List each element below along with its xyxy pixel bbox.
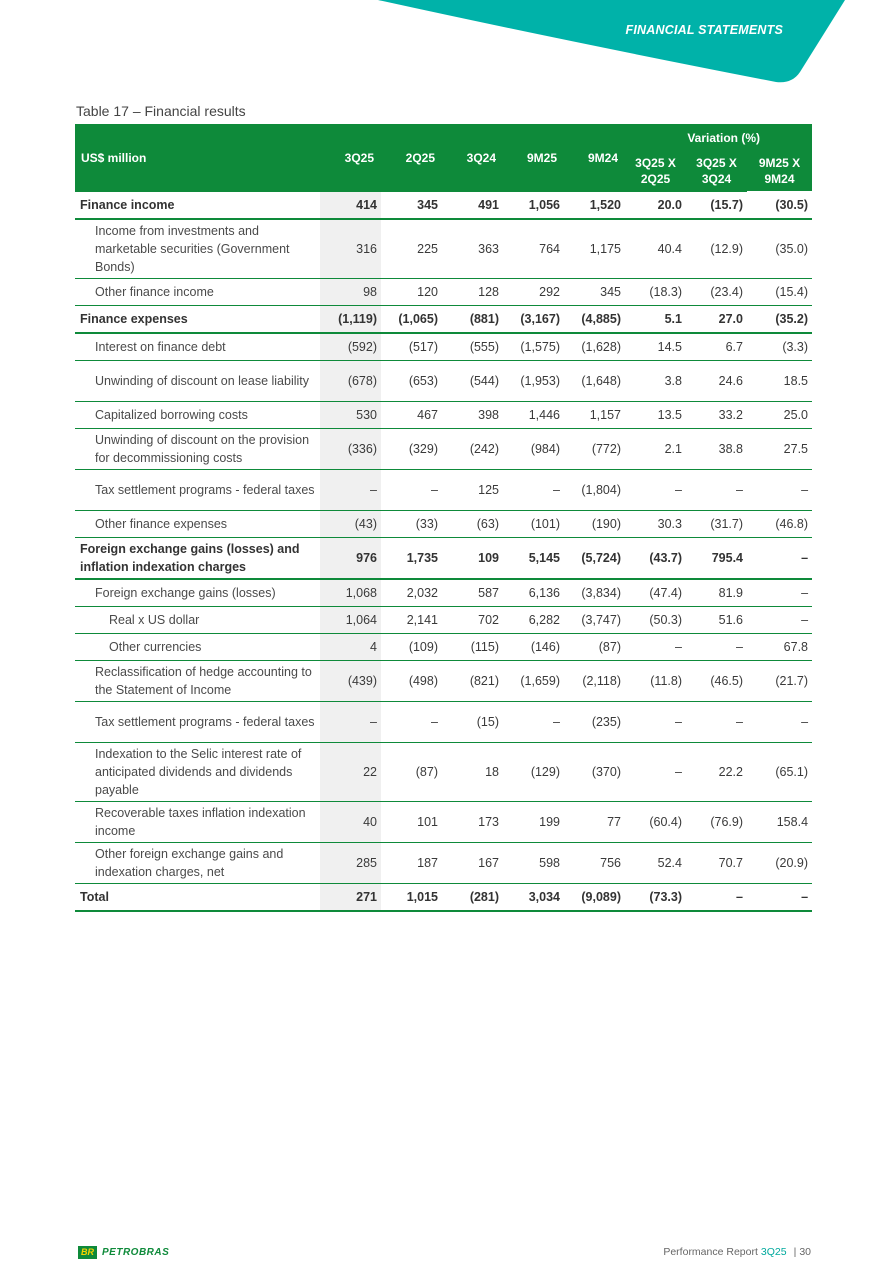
table-row [75, 511, 812, 538]
variation-column-header: 3Q25 X 2Q25 [625, 151, 686, 192]
table-cell: 414 [320, 192, 381, 220]
row-label: Indexation to the Selic interest rate of anticipated dividends and dividends payable [75, 743, 320, 802]
table-cell: 52.4 [625, 843, 686, 884]
table-cell: – [625, 470, 686, 511]
table-cell: (1,628) [564, 333, 625, 361]
table-cell: 316 [320, 219, 381, 279]
table-cell: (3,834) [564, 579, 625, 607]
row-label: Income from investments and marketable securities (Government Bonds) [75, 219, 320, 279]
row-label: Foreign exchange gains (losses) and inflation indexation charges [75, 538, 320, 580]
table-cell: (4,885) [564, 306, 625, 334]
table-cell: 225 [381, 219, 442, 279]
table-cell: (15.7) [686, 192, 747, 220]
table-cell: 2,141 [381, 607, 442, 634]
row-label: Other finance income [75, 279, 320, 306]
table-cell: 764 [503, 219, 564, 279]
table-row [75, 538, 812, 580]
table-cell: 18 [442, 743, 503, 802]
table-cell: 587 [442, 579, 503, 607]
table-cell: (653) [381, 361, 442, 402]
table-cell: (3,167) [503, 306, 564, 334]
table-cell: 109 [442, 538, 503, 580]
table-cell: (821) [442, 661, 503, 702]
report-quarter: 3Q25 [760, 1246, 787, 1258]
table-cell: (46.5) [686, 661, 747, 702]
table-cell: – [320, 702, 381, 743]
table-cell: 756 [564, 843, 625, 884]
table-cell: – [686, 634, 747, 661]
table-cell: 530 [320, 402, 381, 429]
table-cell: – [747, 538, 812, 580]
table-cell: (43.7) [625, 538, 686, 580]
table-cell: 1,735 [381, 538, 442, 580]
table-cell: 27.0 [686, 306, 747, 334]
column-header: 2Q25 [381, 124, 442, 192]
table-cell: 125 [442, 470, 503, 511]
table-row [75, 279, 812, 306]
table-cell: 22.2 [686, 743, 747, 802]
table-cell: 467 [381, 402, 442, 429]
table-row [75, 333, 812, 361]
table-cell: 51.6 [686, 607, 747, 634]
table-cell: (76.9) [686, 802, 747, 843]
variation-column-header: 3Q25 X 3Q24 [686, 151, 747, 192]
table-cell: (73.3) [625, 884, 686, 912]
table-row [75, 607, 812, 634]
table-cell: – [747, 470, 812, 511]
table-cell: 173 [442, 802, 503, 843]
table-cell: (46.8) [747, 511, 812, 538]
table-cell: (439) [320, 661, 381, 702]
table-cell: 67.8 [747, 634, 812, 661]
table-cell: (772) [564, 429, 625, 470]
table-cell: (101) [503, 511, 564, 538]
table-cell: 795.4 [686, 538, 747, 580]
table-cell: 199 [503, 802, 564, 843]
table-cell: 40 [320, 802, 381, 843]
table-cell: 702 [442, 607, 503, 634]
table-cell: (1,804) [564, 470, 625, 511]
table-cell: 1,015 [381, 884, 442, 912]
table-row [75, 802, 812, 843]
table-cell: – [381, 702, 442, 743]
table-cell: (498) [381, 661, 442, 702]
table-cell: 22 [320, 743, 381, 802]
table-cell: 6,282 [503, 607, 564, 634]
table-cell: – [686, 884, 747, 912]
table-cell: (12.9) [686, 219, 747, 279]
column-header: 3Q24 [442, 124, 503, 192]
table-cell: 2.1 [625, 429, 686, 470]
table-cell: 6,136 [503, 579, 564, 607]
table-cell: (146) [503, 634, 564, 661]
table-cell: 13.5 [625, 402, 686, 429]
header-banner [0, 0, 891, 90]
variation-header: Variation (%) [625, 124, 812, 151]
table-cell: – [320, 470, 381, 511]
table-cell: (235) [564, 702, 625, 743]
table-row [75, 429, 812, 470]
table-cell: 4 [320, 634, 381, 661]
table-cell: 27.5 [747, 429, 812, 470]
table-cell: – [625, 702, 686, 743]
table-cell: (1,659) [503, 661, 564, 702]
report-label: Performance Report [663, 1246, 758, 1258]
table-caption: Table 17 – Financial results [76, 103, 246, 119]
table-cell: (65.1) [747, 743, 812, 802]
table-cell: (129) [503, 743, 564, 802]
variation-column-header: 9M25 X 9M24 [747, 151, 812, 192]
table-cell: (109) [381, 634, 442, 661]
table-cell: (18.3) [625, 279, 686, 306]
table-row [75, 361, 812, 402]
row-label: Finance expenses [75, 306, 320, 334]
petrobras-logo [78, 1246, 169, 1259]
table-cell: – [747, 702, 812, 743]
table-cell: 1,446 [503, 402, 564, 429]
table-cell: 187 [381, 843, 442, 884]
row-label: Recoverable taxes inflation indexation income [75, 802, 320, 843]
row-label: Interest on finance debt [75, 333, 320, 361]
table-cell: 6.7 [686, 333, 747, 361]
table-cell: (592) [320, 333, 381, 361]
table-cell: (50.3) [625, 607, 686, 634]
table-cell: (336) [320, 429, 381, 470]
row-label: Other foreign exchange gains and indexation charges, net [75, 843, 320, 884]
row-label: Foreign exchange gains (losses) [75, 579, 320, 607]
table-cell: (242) [442, 429, 503, 470]
table-cell: 1,175 [564, 219, 625, 279]
table-cell: (1,065) [381, 306, 442, 334]
table-cell: (47.4) [625, 579, 686, 607]
table-cell: (20.9) [747, 843, 812, 884]
row-label: Other currencies [75, 634, 320, 661]
table-cell: (11.8) [625, 661, 686, 702]
table-cell: 14.5 [625, 333, 686, 361]
table-cell: 1,056 [503, 192, 564, 220]
table-cell: 81.9 [686, 579, 747, 607]
table-cell: (115) [442, 634, 503, 661]
table-cell: – [747, 579, 812, 607]
table-cell: 976 [320, 538, 381, 580]
table-cell: (281) [442, 884, 503, 912]
table-cell: 363 [442, 219, 503, 279]
column-header: 9M24 [564, 124, 625, 192]
row-label: Tax settlement programs - federal taxes [75, 470, 320, 511]
table-row [75, 634, 812, 661]
table-row [75, 743, 812, 802]
table-row [75, 192, 812, 220]
table-cell: (3.3) [747, 333, 812, 361]
table-row [75, 306, 812, 334]
row-label: Finance income [75, 192, 320, 220]
logo-text: PETROBRAS [102, 1247, 170, 1258]
table-cell: 20.0 [625, 192, 686, 220]
row-label: Unwinding of discount on the provision for decommissioning costs [75, 429, 320, 470]
table-cell: 3.8 [625, 361, 686, 402]
financial-results-table [75, 124, 812, 912]
table-cell: 77 [564, 802, 625, 843]
table-cell: 167 [442, 843, 503, 884]
footer-separator: | [793, 1246, 797, 1258]
row-label: Reclassification of hedge accounting to the Statement of Income [75, 661, 320, 702]
table-cell: 33.2 [686, 402, 747, 429]
table-cell: 18.5 [747, 361, 812, 402]
table-cell: 2,032 [381, 579, 442, 607]
unit-header: US$ million [75, 124, 320, 192]
row-label: Other finance expenses [75, 511, 320, 538]
table-cell: 598 [503, 843, 564, 884]
page-number: 30 [799, 1246, 811, 1258]
table-row [75, 884, 812, 912]
row-label: Tax settlement programs - federal taxes [75, 702, 320, 743]
table-cell: (3,747) [564, 607, 625, 634]
table-row [75, 843, 812, 884]
table-cell: (43) [320, 511, 381, 538]
table-row [75, 402, 812, 429]
table-cell: – [503, 702, 564, 743]
table-cell: (33) [381, 511, 442, 538]
table-cell: 345 [564, 279, 625, 306]
table-cell: 1,068 [320, 579, 381, 607]
table-cell: – [625, 743, 686, 802]
table-cell: (60.4) [625, 802, 686, 843]
table-cell: (87) [381, 743, 442, 802]
table-cell: (9,089) [564, 884, 625, 912]
table-cell: (1,953) [503, 361, 564, 402]
table-cell: 345 [381, 192, 442, 220]
table-cell: – [381, 470, 442, 511]
page-footer [663, 1246, 811, 1258]
table-cell: – [503, 470, 564, 511]
section-title: FINANCIAL STATEMENTS [625, 23, 783, 37]
row-label: Total [75, 884, 320, 912]
table-cell: (1,575) [503, 333, 564, 361]
table-row [75, 661, 812, 702]
table-cell: 5,145 [503, 538, 564, 580]
table-cell: – [686, 470, 747, 511]
table-cell: 158.4 [747, 802, 812, 843]
column-header: 9M25 [503, 124, 564, 192]
table-cell: (984) [503, 429, 564, 470]
table-cell: 120 [381, 279, 442, 306]
table-cell: (5,724) [564, 538, 625, 580]
table-cell: 491 [442, 192, 503, 220]
table-cell: 40.4 [625, 219, 686, 279]
table-cell: (1,119) [320, 306, 381, 334]
table-row [75, 219, 812, 279]
table-cell: 25.0 [747, 402, 812, 429]
table-cell: (555) [442, 333, 503, 361]
table-cell: 30.3 [625, 511, 686, 538]
banner-shape [378, 0, 845, 82]
table-cell: 271 [320, 884, 381, 912]
table-cell: 3,034 [503, 884, 564, 912]
table-cell: (678) [320, 361, 381, 402]
table-cell: 1,157 [564, 402, 625, 429]
table-cell: (881) [442, 306, 503, 334]
row-label: Unwinding of discount on lease liability [75, 361, 320, 402]
table-cell: (87) [564, 634, 625, 661]
table-cell: (1,648) [564, 361, 625, 402]
table-cell: – [625, 634, 686, 661]
table-cell: (21.7) [747, 661, 812, 702]
table-cell: (329) [381, 429, 442, 470]
table-cell: 1,064 [320, 607, 381, 634]
table-row [75, 470, 812, 511]
row-label: Real x US dollar [75, 607, 320, 634]
table-cell: – [747, 607, 812, 634]
table-cell: 38.8 [686, 429, 747, 470]
table-cell: 128 [442, 279, 503, 306]
br-logo-icon: BR [78, 1246, 97, 1259]
table-cell: (35.2) [747, 306, 812, 334]
column-header: 3Q25 [320, 124, 381, 192]
row-label: Capitalized borrowing costs [75, 402, 320, 429]
table-cell: 292 [503, 279, 564, 306]
table-cell: 24.6 [686, 361, 747, 402]
table-cell: 398 [442, 402, 503, 429]
table-cell: (30.5) [747, 192, 812, 220]
table-cell: 285 [320, 843, 381, 884]
table-cell: (63) [442, 511, 503, 538]
table-cell: (517) [381, 333, 442, 361]
table-cell: – [747, 884, 812, 912]
table-row [75, 579, 812, 607]
table-cell: – [686, 702, 747, 743]
table-cell: (31.7) [686, 511, 747, 538]
table-cell: 70.7 [686, 843, 747, 884]
table-cell: (2,118) [564, 661, 625, 702]
table-cell: (35.0) [747, 219, 812, 279]
table-cell: (544) [442, 361, 503, 402]
table-cell: (15.4) [747, 279, 812, 306]
table-cell: (15) [442, 702, 503, 743]
table-cell: 5.1 [625, 306, 686, 334]
table-cell: 1,520 [564, 192, 625, 220]
table-row [75, 702, 812, 743]
table-cell: 98 [320, 279, 381, 306]
table-cell: (23.4) [686, 279, 747, 306]
table-cell: 101 [381, 802, 442, 843]
table-cell: (370) [564, 743, 625, 802]
table-cell: (190) [564, 511, 625, 538]
